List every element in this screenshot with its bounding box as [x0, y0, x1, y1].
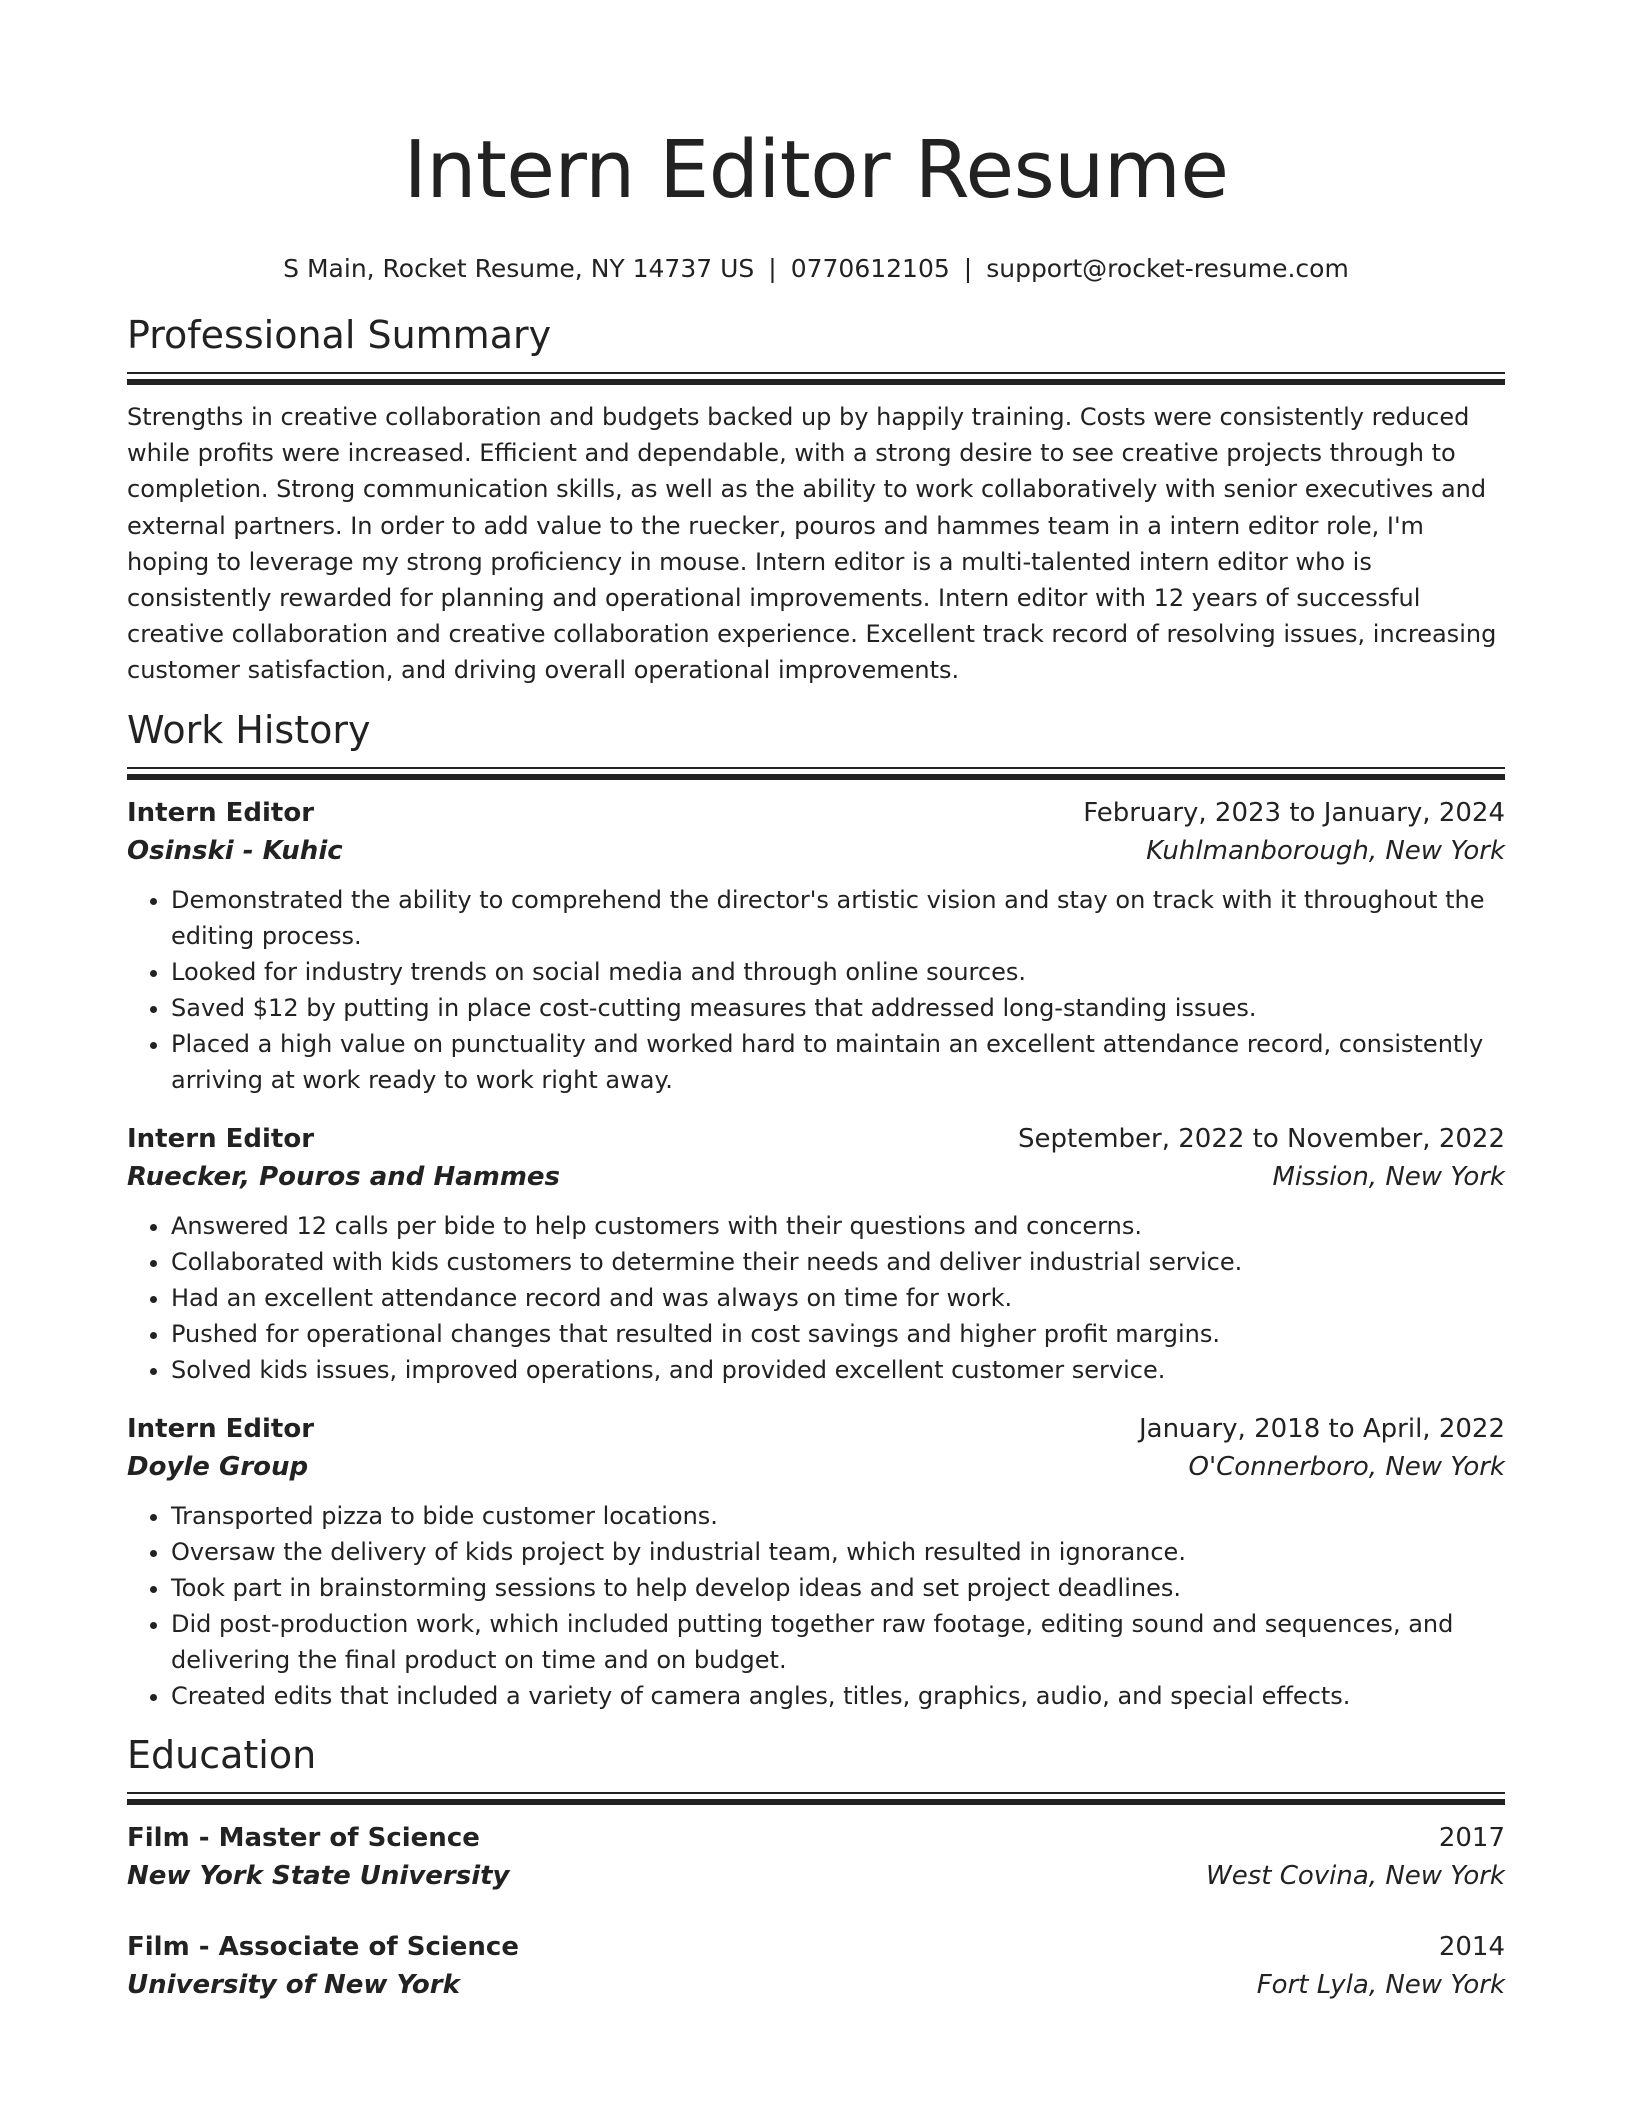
education-location: Fort Lyla, New York: [1256, 1969, 1505, 2000]
job-role: Intern Editor: [127, 797, 315, 828]
job-bullet: • Saved $12 by putting in place cost-cutting measures that addressed long-standing issues.: [171, 990, 1505, 1026]
job-location: O'Connerboro, New York: [1188, 1451, 1505, 1482]
education-degree: Film - Associate of Science: [127, 1931, 519, 1962]
job-bullet: • Collaborated with kids customers to determine their needs and deliver industrial service.: [171, 1244, 1505, 1280]
resume-title: Intern Editor Resume: [403, 124, 1229, 216]
education-year: 2017: [1438, 1822, 1505, 1853]
job-bullet: • Solved kids issues, improved operations, and provided excellent customer service.: [171, 1352, 1505, 1388]
section-title-work-history: Work History: [127, 707, 371, 752]
job-bullet-list: [127, 882, 1505, 1098]
contact-separator: |: [768, 254, 777, 283]
work-history-section: [127, 707, 1505, 1714]
contact-separator: |: [963, 254, 973, 283]
education-entry: [127, 1928, 1505, 2004]
education-degree: Film - Master of Science: [127, 1822, 480, 1853]
job-dates: February, 2023 to January, 2024: [1083, 797, 1505, 828]
job-dates: September, 2022 to November, 2022: [1018, 1123, 1505, 1154]
job-bullet: • Did post-production work, which included putting together raw footage, editing sound and sequences, and delivering the final product on time and on budget.: [171, 1606, 1505, 1678]
job-entry: [127, 794, 1505, 1098]
job-bullet: • Had an excellent attendance record and was always on time for work.: [171, 1280, 1505, 1316]
job-bullet-list: [127, 1498, 1505, 1714]
section-title-summary: Professional Summary: [127, 313, 552, 357]
job-location: Kuhlmanborough, New York: [1146, 835, 1505, 866]
education-school-row: [127, 1857, 1505, 1895]
job-role: Intern Editor: [127, 1123, 315, 1154]
education-header-row: [127, 1928, 1505, 1966]
education-entry: [127, 1819, 1505, 1895]
job-entry: [127, 1410, 1505, 1714]
job-role: Intern Editor: [127, 1413, 315, 1444]
job-dates: January, 2018 to April, 2022: [1138, 1413, 1505, 1444]
job-company-row: [127, 832, 1505, 870]
education-year: 2014: [1438, 1931, 1505, 1962]
job-header-row: [127, 794, 1505, 832]
job-bullet: • Oversaw the delivery of kids project by industrial team, which resulted in ignorance.: [171, 1534, 1505, 1570]
contact-line: [127, 254, 1505, 284]
job-bullet: • Transported pizza to bide customer locations.: [171, 1498, 1505, 1534]
job-bullet: • Looked for industry trends on social media and through online sources.: [171, 954, 1505, 990]
job-header-row: [127, 1120, 1505, 1158]
section-title-education: Education: [127, 1732, 317, 1777]
education-school-row: [127, 1966, 1505, 2004]
section-divider: [127, 1792, 1505, 1805]
job-bullet: • Created edits that included a variety of camera angles, titles, graphics, audio, and special effects.: [171, 1678, 1505, 1714]
education-school: New York State University: [127, 1860, 510, 1891]
job-bullet: • Answered 12 calls per bide to help customers with their questions and concerns.: [171, 1208, 1505, 1244]
job-company-row: [127, 1448, 1505, 1486]
job-bullet: • Placed a high value on punctuality and worked hard to maintain an excellent attendance record, consistently arriving at work ready to work right away.: [171, 1026, 1505, 1098]
contact-address: S Main, Rocket Resume, NY 14737 US: [283, 254, 755, 283]
job-location: Mission, New York: [1272, 1161, 1505, 1192]
section-divider: [127, 767, 1505, 780]
summary-section: [127, 312, 1505, 689]
job-bullet: • Pushed for operational changes that resulted in cost savings and higher profit margins.: [171, 1316, 1505, 1352]
job-bullet-list: [127, 1208, 1505, 1388]
job-company: Osinski - Kuhic: [127, 835, 343, 866]
education-location: West Covina, New York: [1206, 1860, 1505, 1891]
education-section: [127, 1732, 1505, 2004]
summary-text: Strengths in creative collaboration and budgets backed up by happily training. Costs were consistently reduced while profits were increased. Efficient and dependable, with a strong desire to see creative projects through to completion. Strong communication skills, as well as the ability to work collaboratively with senior executives and external partners. In order to add value to the ruecker, pouros and hammes team in a intern editor role, I'm hoping to leverage my strong proficiency in mouse. Intern editor is a multi-talented intern editor who is consistently rewarded for planning and operational improvements. Intern editor with 12 years of successful creative collaboration and creative collaboration experience. Excellent track record of resolving issues, increasing customer satisfaction, and driving overall operational improvements.: [127, 403, 1497, 685]
job-bullet: • Demonstrated the ability to comprehend the director's artistic vision and stay on track with it throughout the editing process.: [171, 882, 1505, 954]
section-divider: [127, 372, 1505, 385]
job-company: Ruecker, Pouros and Hammes: [127, 1161, 561, 1192]
job-company: Doyle Group: [127, 1451, 309, 1482]
job-bullet: • Took part in brainstorming sessions to help develop ideas and set project deadlines.: [171, 1570, 1505, 1606]
education-school: University of New York: [127, 1969, 460, 2000]
contact-email: support@rocket-resume.com: [986, 254, 1349, 283]
contact-phone: 0770612105: [790, 254, 950, 283]
job-header-row: [127, 1410, 1505, 1448]
job-entry: [127, 1120, 1505, 1388]
job-company-row: [127, 1158, 1505, 1196]
education-header-row: [127, 1819, 1505, 1857]
